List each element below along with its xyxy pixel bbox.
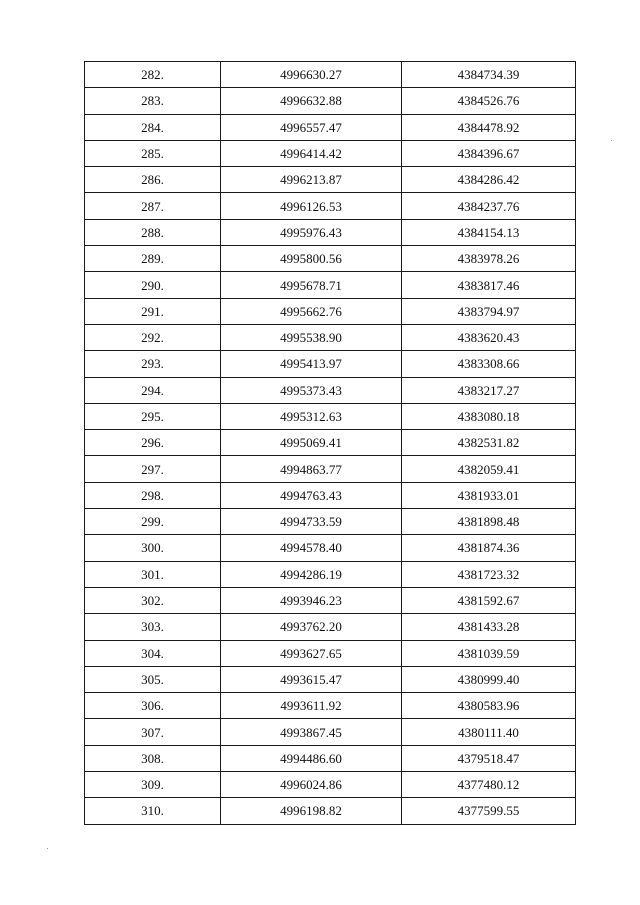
point-number-cell: 286. <box>85 167 221 193</box>
table-row <box>85 351 576 377</box>
table-row <box>85 561 576 587</box>
table-row <box>85 614 576 640</box>
x-coordinate-cell: 4993867.45 <box>221 719 402 745</box>
x-coordinate-cell: 4996632.88 <box>221 88 402 114</box>
point-number-cell: 298. <box>85 482 221 508</box>
point-number-cell: 288. <box>85 219 221 245</box>
y-coordinate-cell: 4377599.55 <box>402 798 576 824</box>
table-row <box>85 193 576 219</box>
point-number-cell: 292. <box>85 324 221 350</box>
point-number-cell: 309. <box>85 772 221 798</box>
y-coordinate-cell: 4381874.36 <box>402 535 576 561</box>
y-coordinate-cell: 4383620.43 <box>402 324 576 350</box>
x-coordinate-cell: 4994733.59 <box>221 509 402 535</box>
y-coordinate-cell: 4381723.32 <box>402 561 576 587</box>
y-coordinate-cell: 4381933.01 <box>402 482 576 508</box>
x-coordinate-cell: 4996024.86 <box>221 772 402 798</box>
y-coordinate-cell: 4384286.42 <box>402 167 576 193</box>
table-row <box>85 482 576 508</box>
coordinates-table <box>84 61 576 825</box>
y-coordinate-cell: 4382059.41 <box>402 456 576 482</box>
table-row <box>85 140 576 166</box>
y-coordinate-cell: 4381898.48 <box>402 509 576 535</box>
point-number-cell: 308. <box>85 745 221 771</box>
table-row <box>85 693 576 719</box>
x-coordinate-cell: 4993627.65 <box>221 640 402 666</box>
y-coordinate-cell: 4383817.46 <box>402 272 576 298</box>
table-row <box>85 745 576 771</box>
x-coordinate-cell: 4994763.43 <box>221 482 402 508</box>
x-coordinate-cell: 4996198.82 <box>221 798 402 824</box>
point-number-cell: 291. <box>85 298 221 324</box>
y-coordinate-cell: 4383978.26 <box>402 246 576 272</box>
table-row <box>85 430 576 456</box>
y-coordinate-cell: 4384154.13 <box>402 219 576 245</box>
y-coordinate-cell: 4384478.92 <box>402 114 576 140</box>
y-coordinate-cell: 4380111.40 <box>402 719 576 745</box>
x-coordinate-cell: 4996126.53 <box>221 193 402 219</box>
x-coordinate-cell: 4994286.19 <box>221 561 402 587</box>
point-number-cell: 293. <box>85 351 221 377</box>
y-coordinate-cell: 4384526.76 <box>402 88 576 114</box>
y-coordinate-cell: 4379518.47 <box>402 745 576 771</box>
table-row <box>85 114 576 140</box>
scan-speck <box>611 140 612 141</box>
x-coordinate-cell: 4996414.42 <box>221 140 402 166</box>
point-number-cell: 297. <box>85 456 221 482</box>
y-coordinate-cell: 4380999.40 <box>402 666 576 692</box>
table-row <box>85 167 576 193</box>
table-row <box>85 456 576 482</box>
point-number-cell: 289. <box>85 246 221 272</box>
x-coordinate-cell: 4994486.60 <box>221 745 402 771</box>
point-number-cell: 299. <box>85 509 221 535</box>
table-row <box>85 403 576 429</box>
y-coordinate-cell: 4384734.39 <box>402 62 576 88</box>
scan-speck <box>47 848 48 849</box>
table-row <box>85 88 576 114</box>
x-coordinate-cell: 4995413.97 <box>221 351 402 377</box>
table-row <box>85 62 576 88</box>
point-number-cell: 290. <box>85 272 221 298</box>
point-number-cell: 303. <box>85 614 221 640</box>
x-coordinate-cell: 4995312.63 <box>221 403 402 429</box>
point-number-cell: 302. <box>85 587 221 613</box>
x-coordinate-cell: 4995069.41 <box>221 430 402 456</box>
y-coordinate-cell: 4383308.66 <box>402 351 576 377</box>
x-coordinate-cell: 4993946.23 <box>221 587 402 613</box>
y-coordinate-cell: 4377480.12 <box>402 772 576 798</box>
x-coordinate-cell: 4995538.90 <box>221 324 402 350</box>
table-row <box>85 719 576 745</box>
x-coordinate-cell: 4995678.71 <box>221 272 402 298</box>
y-coordinate-cell: 4380583.96 <box>402 693 576 719</box>
point-number-cell: 283. <box>85 88 221 114</box>
point-number-cell: 300. <box>85 535 221 561</box>
y-coordinate-cell: 4384396.67 <box>402 140 576 166</box>
x-coordinate-cell: 4993615.47 <box>221 666 402 692</box>
point-number-cell: 310. <box>85 798 221 824</box>
y-coordinate-cell: 4381592.67 <box>402 587 576 613</box>
table-row <box>85 298 576 324</box>
point-number-cell: 301. <box>85 561 221 587</box>
table-row <box>85 246 576 272</box>
point-number-cell: 307. <box>85 719 221 745</box>
point-number-cell: 305. <box>85 666 221 692</box>
table-row <box>85 509 576 535</box>
point-number-cell: 284. <box>85 114 221 140</box>
table-row <box>85 219 576 245</box>
table-row <box>85 772 576 798</box>
y-coordinate-cell: 4381433.28 <box>402 614 576 640</box>
x-coordinate-cell: 4993611.92 <box>221 693 402 719</box>
table-row <box>85 587 576 613</box>
table-row <box>85 377 576 403</box>
x-coordinate-cell: 4995662.76 <box>221 298 402 324</box>
y-coordinate-cell: 4382531.82 <box>402 430 576 456</box>
coordinates-table-body <box>85 62 576 825</box>
point-number-cell: 295. <box>85 403 221 429</box>
x-coordinate-cell: 4995800.56 <box>221 246 402 272</box>
point-number-cell: 287. <box>85 193 221 219</box>
table-row <box>85 666 576 692</box>
x-coordinate-cell: 4996630.27 <box>221 62 402 88</box>
y-coordinate-cell: 4383794.97 <box>402 298 576 324</box>
table-row <box>85 640 576 666</box>
y-coordinate-cell: 4383080.18 <box>402 403 576 429</box>
point-number-cell: 282. <box>85 62 221 88</box>
y-coordinate-cell: 4381039.59 <box>402 640 576 666</box>
x-coordinate-cell: 4995373.43 <box>221 377 402 403</box>
point-number-cell: 304. <box>85 640 221 666</box>
point-number-cell: 294. <box>85 377 221 403</box>
point-number-cell: 306. <box>85 693 221 719</box>
y-coordinate-cell: 4384237.76 <box>402 193 576 219</box>
x-coordinate-cell: 4996557.47 <box>221 114 402 140</box>
point-number-cell: 285. <box>85 140 221 166</box>
table-row <box>85 798 576 824</box>
x-coordinate-cell: 4993762.20 <box>221 614 402 640</box>
x-coordinate-cell: 4995976.43 <box>221 219 402 245</box>
point-number-cell: 296. <box>85 430 221 456</box>
table-row <box>85 535 576 561</box>
table-row <box>85 272 576 298</box>
x-coordinate-cell: 4994578.40 <box>221 535 402 561</box>
x-coordinate-cell: 4994863.77 <box>221 456 402 482</box>
x-coordinate-cell: 4996213.87 <box>221 167 402 193</box>
y-coordinate-cell: 4383217.27 <box>402 377 576 403</box>
table-row <box>85 324 576 350</box>
